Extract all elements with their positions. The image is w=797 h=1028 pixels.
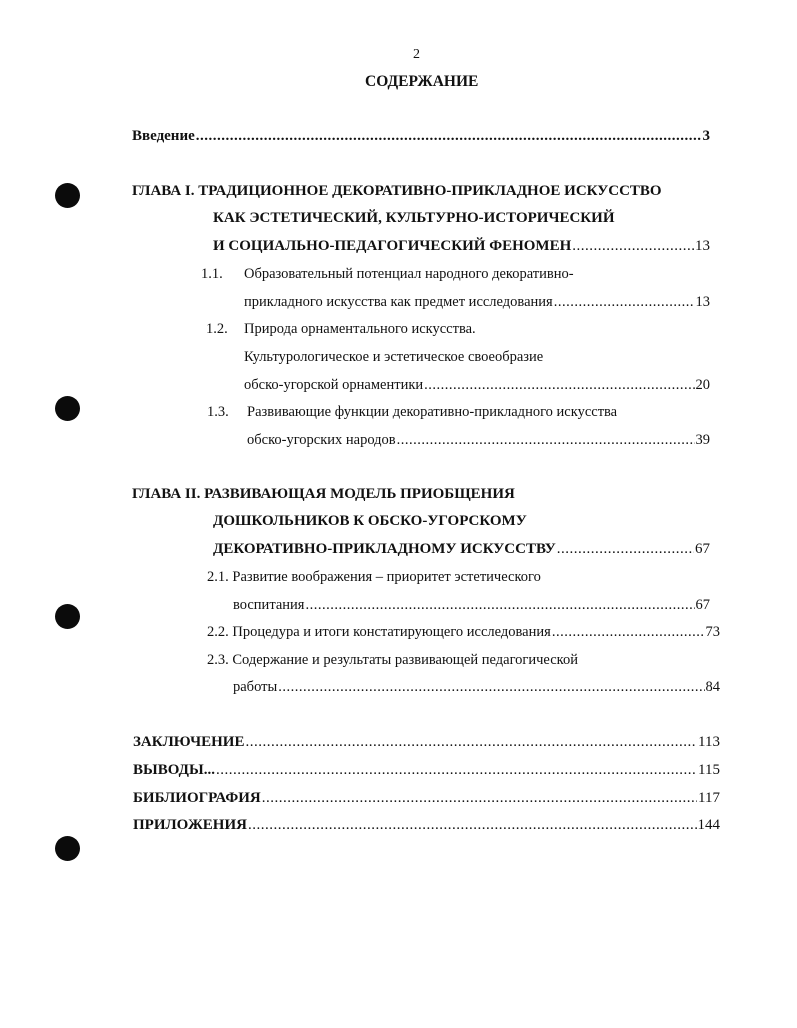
- toc-entry-label: И СОЦИАЛЬНО-ПЕДАГОГИЧЕСКИЙ ФЕНОМЕН: [213, 238, 572, 254]
- chapter2-title-line1[interactable]: ГЛАВА II. РАЗВИВАЮЩАЯ МОДЕЛЬ ПРИОБЩЕНИЯ: [132, 486, 515, 502]
- section-number: 1.1.: [201, 266, 223, 282]
- toc-page-number: 67: [695, 541, 710, 557]
- dot-leader: [397, 432, 695, 449]
- dot-leader: [557, 541, 694, 558]
- toc-entry-label: воспитания: [233, 597, 305, 613]
- toc-page-number: 20: [695, 377, 710, 393]
- toc-page-number: 117: [698, 790, 720, 806]
- section-2-3-line1[interactable]: 2.3. Содержание и результаты развивающей педагогической: [207, 652, 578, 668]
- toc-entry-section-1-1[interactable]: [244, 294, 710, 311]
- section-1-3-line1[interactable]: Развивающие функции декоративно-прикладного искусства: [247, 404, 618, 420]
- toc-entry-label: Введение: [132, 128, 195, 144]
- toc-entry-label: БИБЛИОГРАФИЯ: [133, 790, 261, 806]
- dot-leader: [572, 238, 694, 255]
- section-1-2-line2[interactable]: Культурологическое и эстетическое своеобразие: [244, 349, 544, 365]
- toc-page-number: 84: [705, 679, 720, 695]
- dot-leader: [552, 624, 705, 641]
- binder-hole: [55, 604, 80, 629]
- toc-page-number: 13: [695, 238, 710, 254]
- toc-page-number: 113: [698, 734, 720, 750]
- toc-page-number: 13: [695, 294, 710, 310]
- toc-entry-section-1-2[interactable]: [244, 377, 710, 394]
- toc-entry-introduction[interactable]: [132, 128, 710, 145]
- toc-entry-conclusion[interactable]: [133, 734, 720, 751]
- chapter1-title-line1[interactable]: ГЛАВА I. ТРАДИЦИОННОЕ ДЕКОРАТИВНО-ПРИКЛАДНОЕ ИСКУССТВО: [132, 183, 662, 199]
- toc-entry-label: ВЫВОДЫ...: [133, 762, 215, 778]
- toc-page-number: 39: [695, 432, 710, 448]
- toc-entry-chapter1[interactable]: [213, 238, 710, 255]
- toc-entry-section-2-1[interactable]: [233, 597, 710, 614]
- toc-entry-label: прикладного искусства как предмет исследования: [244, 294, 553, 310]
- dot-leader: [248, 817, 697, 834]
- toc-entry-chapter2[interactable]: [213, 541, 710, 558]
- dot-leader: [245, 734, 697, 751]
- binder-hole: [55, 396, 80, 421]
- section-2-1-line1[interactable]: 2.1. Развитие воображения – приоритет эстетического: [207, 569, 541, 585]
- chapter2-title-line2[interactable]: ДОШКОЛЬНИКОВ К ОБСКО-УГОРСКОМУ: [213, 513, 527, 529]
- dot-leader: [262, 790, 697, 807]
- dot-leader: [196, 128, 702, 145]
- toc-entry-label: ПРИЛОЖЕНИЯ: [133, 817, 247, 833]
- dot-leader: [424, 377, 694, 394]
- toc-entry-label: ЗАКЛЮЧЕНИЕ: [133, 734, 245, 750]
- toc-page-number: 3: [702, 128, 710, 144]
- toc-entry-label: обско-угорских народов: [247, 432, 396, 448]
- page-title: СОДЕРЖАНИЕ: [365, 73, 479, 90]
- dot-leader: [278, 679, 704, 696]
- toc-entry-section-2-2[interactable]: [207, 624, 720, 641]
- toc-entry-appendices[interactable]: [133, 817, 720, 834]
- dot-leader: [554, 294, 695, 311]
- toc-entry-label: обско-угорской орнаментики: [244, 377, 424, 393]
- section-1-2-line1[interactable]: Природа орнаментального искусства.: [244, 321, 476, 337]
- binder-hole: [55, 183, 80, 208]
- dot-leader: [305, 597, 694, 614]
- toc-page-number: 67: [695, 597, 710, 613]
- section-number: 1.3.: [207, 404, 229, 420]
- toc-page-number: 115: [698, 762, 720, 778]
- toc-entry-label: ДЕКОРАТИВНО-ПРИКЛАДНОМУ ИСКУССТВУ: [213, 541, 556, 557]
- toc-entry-bibliography[interactable]: [133, 790, 720, 807]
- toc-entry-section-1-3[interactable]: [247, 432, 710, 449]
- toc-entry-findings[interactable]: [133, 762, 720, 779]
- dot-leader: [216, 762, 697, 779]
- page-number: 2: [413, 47, 420, 62]
- chapter1-title-line2[interactable]: КАК ЭСТЕТИЧЕСКИЙ, КУЛЬТУРНО-ИСТОРИЧЕСКИЙ: [213, 210, 615, 226]
- section-number: 1.2.: [206, 321, 228, 337]
- toc-entry-label: 2.2. Процедура и итоги констатирующего исследования: [207, 624, 551, 640]
- toc-page-number: 73: [705, 624, 720, 640]
- binder-hole: [55, 836, 80, 861]
- section-1-1-line1[interactable]: Образовательный потенциал народного декоративно-: [244, 266, 574, 282]
- toc-page-number: 144: [697, 817, 720, 833]
- toc-entry-label: работы: [233, 679, 278, 695]
- toc-entry-section-2-3[interactable]: [233, 679, 720, 696]
